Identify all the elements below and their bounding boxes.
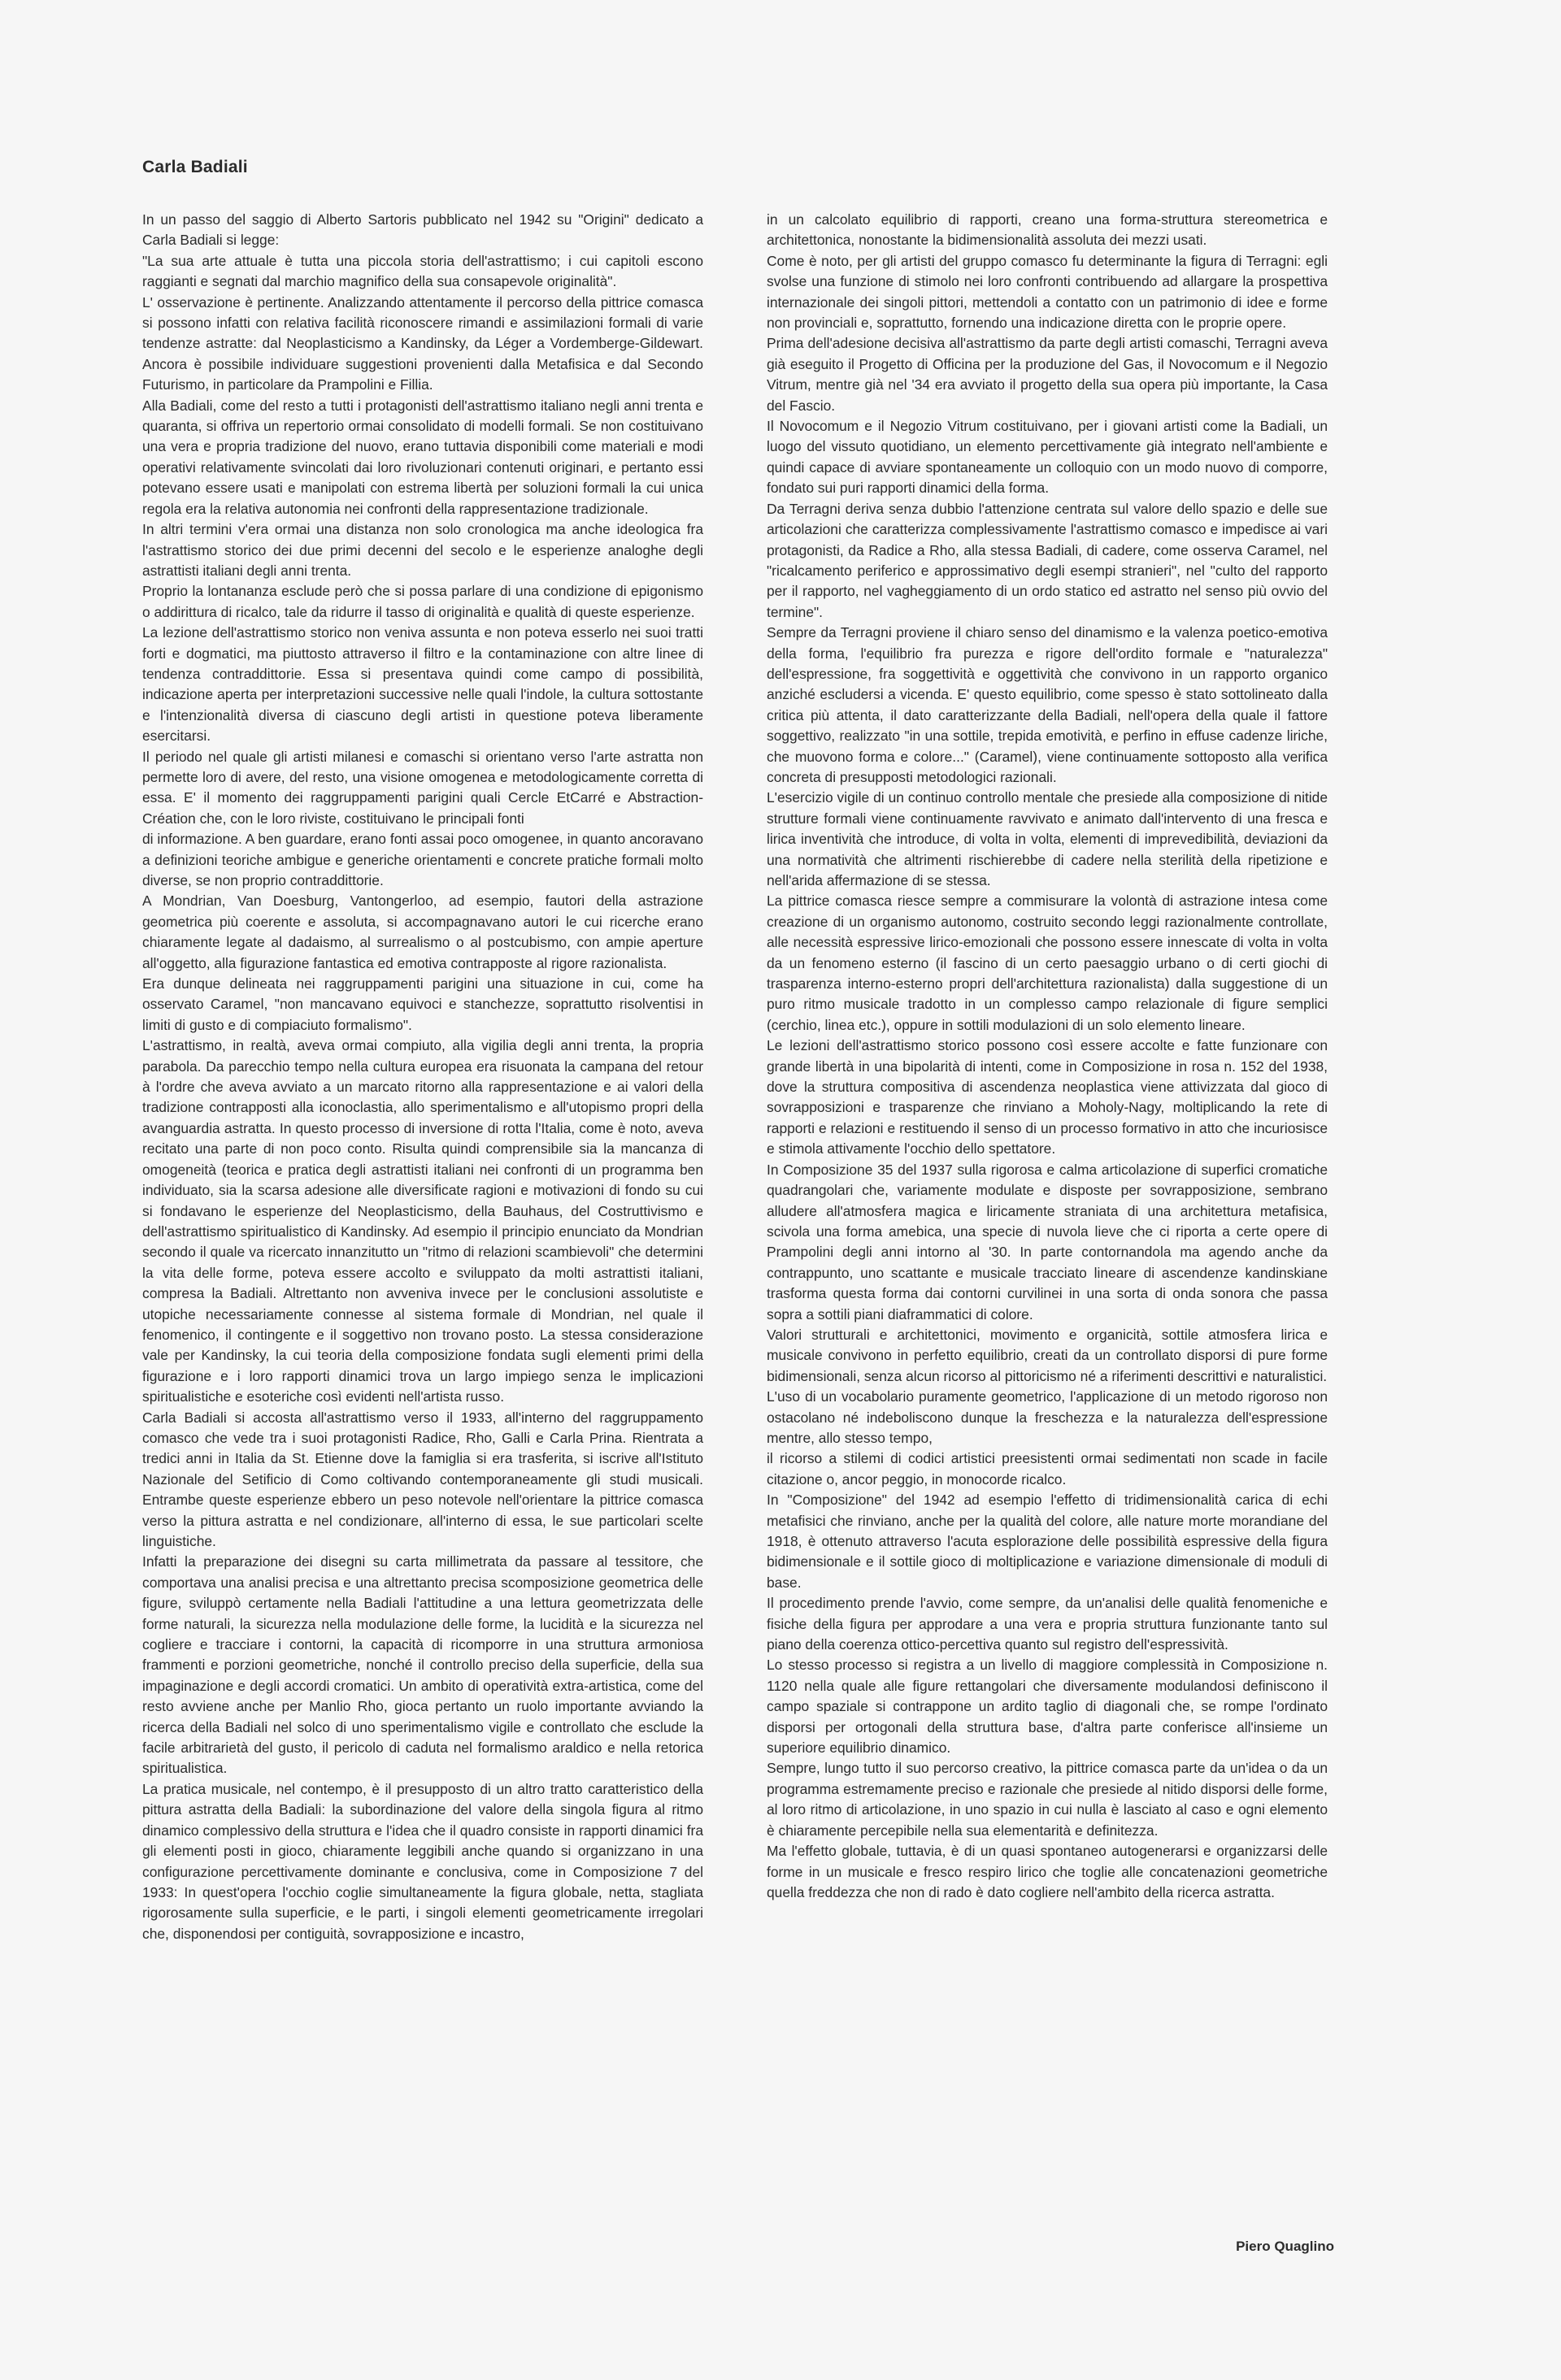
page-title: Carla Badiali (142, 158, 248, 176)
paragraph: L'astrattismo, in realtà, aveva ormai compiuto, alla vigilia degli anni trenta, la propria parabola. Da parecchio tempo nella cultura europea era risuonata la campana del retour à l'ordre che aveva avviato a un marcato ritorno alla rappresentazione e ai valori della tradizione contrapposti alla iconoclastia, allo sperimentalismo e all'utopismo propri della avanguardia astratta. In questo processo di inversione di rotta l'Italia, come è noto, aveva recitato una parte di non poco conto. Risulta quindi comprensibile sia la mancanza di omogeneità (teorica e pratica degli astrattisti italiani nei confronti di un programma ben individuato, sia la scarsa adesione alle diversificate ragioni e motivazioni di fondo su cui si fondavano le esperienze del Neoplasticismo, della Bauhaus, del Costruttivismo e dell'astrattismo spiritualistico di Kandinsky. Ad esempio il principio enunciato da Mondrian secondo il quale va ricercato innanzitutto un "ritmo di relazioni scambievoli" che determini la vita delle forme, poteva essere accolto e sviluppato da molti astrattisti italiani, compresa la Badiali. Altrettanto non avveniva invece per le conclusioni assolutiste e utopiche necessariamente connesse al sistema formale di Mondrian, nel quale il fenomenico, il contingente e il soggettivo non trovano posto. La stessa considerazione vale per Kandinsky, la cui teoria della composizione fondata sugli elementi primi della figurazione e i loro rapporti dinamici trova un largo impiego senza le implicazioni spiritualistiche e esoteriche così evidenti nell'artista russo. (142, 1037, 703, 1405)
paragraph: Da Terragni deriva senza dubbio l'attenzione centrata sul valore dello spazio e delle sue articolazioni che caratterizza complessivamente l'astrattismo comasco e impedisce ai vari protagonisti, da Radice a Rho, alla stessa Badiali, di cadere, come osserva Caramel, nel "ricalcamento periferico e approssimativo degli esempi stranieri", nel "culto del rapporto per il rapporto, nel vagheggiamento di un ordo statico ed astratto nel senso più ovvio del termine". (767, 500, 1328, 620)
text-column-right (767, 210, 1328, 1903)
text-column-left (142, 210, 703, 1944)
paragraph: La lezione dell'astrattismo storico non veniva assunta e non poteva esserlo nei suoi tratti forti e dogmatici, ma piuttosto attraverso il filtro e la contaminazione con altre linee di tendenza contraddittorie. Essa si presentava quindi come campo di possibilità, indicazione aperta per interpretazioni successive nelle quali l'indole, la cultura sottostante e l'intenzionalità diversa di ciascuno degli artisti in questione poteva liberamente esercitarsi. (142, 624, 703, 745)
paragraph: Il Novocomum e il Negozio Vitrum costituivano, per i giovani artisti come la Badiali, un luogo del vissuto quotidiano, un elemento percettivamente già integrato nell'ambiente e quindi capace di avviare spontaneamente un colloquio con un modo nuovo di comporre, fondato sui puri rapporti dinamici della forma. (767, 418, 1328, 497)
paragraph: In "Composizione" del 1942 ad esempio l'effetto di tridimensionalità carica di echi metafisici che rinviano, anche per la qualità del colore, alle nature morte morandiane del 1918, è ottenuto attraverso l'acuta esplorazione delle possibilità espressive della figura bidimensionale e il sottile gioco di moltiplicazione e variazione dimensionale di moduli di base. (767, 1492, 1328, 1591)
paragraph: Il periodo nel quale gli artisti milanesi e comaschi si orientano verso l'arte astratta non permette loro di avere, del resto, una visione omogenea e metodologicamente corretta di essa. E' il momento dei raggruppamenti parigini quali Cercle EtCarré e Abstraction-Création che, con le loro riviste, costituivano le principali fonti (142, 748, 703, 827)
paragraph: Le lezioni dell'astrattismo storico possono così essere accolte e fatte funzionare con grande libertà in una bipolarità di intenti, come in Composizione in rosa n. 152 del 1938, dove la struttura compositiva di ascendenza neoplastica viene attivizzata dal gioco di sovrapposizioni e trasparenze che rinviano a Moholy-Nagy, moltiplicando la rete di rapporti e relazioni e restituendo il senso di un processo formativo in atto che incuriosisce e stimola attivamente l'occhio dello spettatore. (767, 1037, 1328, 1157)
paragraph: Valori strutturali e architettonici, movimento e organicità, sottile atmosfera lirica e musicale convivono in perfetto equilibrio, creati da un controllato disporsi di pure forme bidimensionali, senza alcun ricorso al pittoricismo né a riferimenti descrittivi e naturalistici. (767, 1326, 1328, 1384)
paragraph: Carla Badiali si accosta all'astrattismo verso il 1933, all'interno del raggruppamento comasco che vede tra i suoi protagonisti Radice, Rho, Galli e Carla Prina. Rientrata a tredici anni in Italia da St. Etienne dove la famiglia si era trasferita, si iscrive all'Istituto Nazionale del Setificio di Como coltivando contemporaneamente gli studi musicali. Entrambe queste esperienze ebbero un peso notevole nell'orientare la pittrice comasca verso la pittura astratta e nel condizionare, all'interno di essa, le sue particolari scelte linguistiche. (142, 1409, 703, 1549)
paragraph: Sempre da Terragni proviene il chiaro senso del dinamismo e la valenza poetico-emotiva della forma, l'equilibrio fra purezza e rigore dell'ordito formale e "naturalezza" dell'espressione, fra soggettività e oggettività che convivono in un rapporto organico anziché escludersi a vicenda. E' questo equilibrio, come spesso è stato sottolineato dalla critica più attenta, il dato caratterizzante della Badiali, nell'opera della quale il fattore soggettivo, realizzato "in una sottile, trepida emotività, e perfino in effuse cadenze liriche, che muovono forma e colore..." (Caramel), viene continuamente sottoposto alla verifica concreta di presupposti metodologici razionali. (767, 624, 1328, 785)
paragraph: La pratica musicale, nel contempo, è il presupposto di un altro tratto caratteristico della pittura astratta della Badiali: la subordinazione del valore della singola figura al ritmo dinamico complessivo della struttura e l'idea che il quadro consiste in rapporti dinamici fra gli elementi posti in gioco, chiaramente leggibili anche quando si organizzano in una configurazione percettivamente dominante e conclusiva, come in Composizione 7 del 1933: In quest'opera l'occhio coglie simultaneamente la figura globale, netta, stagliata rigorosamente sulla superficie, e le parti, i singoli elementi geometricamente irregolari che, disponendosi per contiguità, sovrapposizione e incastro, (142, 1780, 703, 1942)
paragraph: Come è noto, per gli artisti del gruppo comasco fu determinante la figura di Terragni: egli svolse una funzione di stimolo nei loro confronti contribuendo ad allargare la prospettiva internazionale dei singoli pittori, mettendoli a contatto con un patrimonio di idee e forme non provinciali e, soprattutto, fornendo una indicazione diretta con le proprie opere. (767, 252, 1328, 332)
paragraph: il ricorso a stilemi di codici artistici preesistenti ormai sedimentati non scade in facile citazione o, ancor peggio, in monocorde ricalco. (767, 1450, 1328, 1488)
paragraph: La pittrice comasca riesce sempre a commisurare la volontà di astrazione intesa come creazione di un organismo autonomo, costruito secondo leggi razionalmente controllate, alle necessità espressive lirico-emozionali che possono essere innescate di volta in volta da un fenomeno esterno (il fascino di un certo paesaggio urbano o di certi giochi di trasparenza interno-esterno propri dell'architettura razionalista) dalla suggestione di un puro ritmo musicale tradotto in un complesso campo relazionale di figure semplici (cerchio, linea etc.), oppure in sottili modulazioni di un solo elemento lineare. (767, 892, 1328, 1033)
paragraph: In Composizione 35 del 1937 sulla rigorosa e calma articolazione di superfici cromatiche quadrangolari che, variamente modulate e disposte per sovrapposizione, sembrano alludere all'atmosfera magica e liricamente straniata di una architettura metafisica, scivola una forma amebica, una specie di nuvola lieve che ci riporta a certe opere di Prampolini degli anni intorno al '30. In parte contornandola ma agendo anche da contrappunto, uno scattante e musicale tracciato lineare di ascendenze kandinskiane trasforma questa forma dai contorni curvilinei in una sorta di onda sonora che passa sopra a sottili piani diaframmatici di colore. (767, 1161, 1328, 1322)
paragraph: in un calcolato equilibrio di rapporti, creano una forma-struttura stereometrica e architettonica, nonostante la bidimensionalità assoluta dei mezzi usati. (767, 211, 1328, 249)
paragraph: L'esercizio vigile di un continuo controllo mentale che presiede alla composizione di nitide strutture formali viene continuamente ravvivato e animato dall'intervento di una fresca e lirica inventività che introduce, di volta in volta, elementi di imprevedibilità, deviazioni da una normatività che altrimenti rischierebbe di cadere nella sterilità della ripetizione e nell'arida affermazione di se stessa. (767, 789, 1328, 888)
paragraph: Prima dell'adesione decisiva all'astrattismo da parte degli artisti comaschi, Terragni aveva già eseguito il Progetto di Officina per la produzione del Gas, il Novocomum e il Negozio Vitrum, mentre già nel '34 era avviato il progetto della sua opera più importante, la Casa del Fascio. (767, 335, 1328, 414)
paragraph: Lo stesso processo si registra a un livello di maggiore complessità in Composizione n. 1120 nella quale alle figure rettangolari che diversamente modulandosi definiscono il campo spaziale si contrappone un ardito taglio di diagonali che, se rompe l'ordinato disporsi per ortogonali della struttura base, d'altra parte conferisce all'insieme un superiore equilibrio dinamico. (767, 1657, 1328, 1757)
paragraph: di informazione. A ben guardare, erano fonti assai poco omogenee, in quanto ancoravano a definizioni teoriche ambigue e generiche orientamenti e concrete pratiche formali molto diverse, se non proprio contraddittorie. (142, 831, 703, 888)
paragraph: Ma l'effetto globale, tuttavia, è di un quasi spontaneo autogenerarsi e organizzarsi delle forme in un musicale e fresco respiro lirico che toglie alle concatenazioni geometriche quella freddezza che non di rado è dato cogliere nell'ambito della ricerca astratta. (767, 1843, 1328, 1900)
paragraph: In altri termini v'era ormai una distanza non solo cronologica ma anche ideologica fra l'astrattismo storico dei due primi decenni del secolo e le esperienze analoghe degli astrattisti italiani degli anni trenta. (142, 521, 703, 579)
paragraph: Infatti la preparazione dei disegni su carta millimetrata da passare al tessitore, che comportava una analisi precisa e una altrettanto precisa scomposizione geometrica delle figure, sviluppò certamente nella Badiali l'attitudine a una lettura geometrizzata delle forme naturali, la sicurezza nella modulazione delle forme, la lucidità e la sicurezza nel cogliere e tracciare i contorni, la capacità di ricomporre in una struttura armoniosa frammenti e porzioni geometriche, nonché il controllo preciso della superficie, della sua impaginazione e degli accordi cromatici. Un ambito di operatività extra-artistica, come del resto avviene anche per Manlio Rho, gioca pertanto un ruolo importante avviando la ricerca della Badiali nel solco di uno sperimentalismo vigile e controllato che esclude la facile arbitrarietà del gusto, il pericolo di caduta nel formalismo araldico e nella retorica spiritualistica. (142, 1553, 703, 1777)
paragraph: Il procedimento prende l'avvio, come sempre, da un'analisi delle qualità fenomeniche e fisiche della figura per approdare a una vera e propria struttura funzionante tanto sul piano della coerenza ottico-percettiva quanto sul registro dell'espressività. (767, 1595, 1328, 1653)
paragraph: Sempre, lungo tutto il suo percorso creativo, la pittrice comasca parte da un'idea o da un programma estremamente preciso e razionale che presiede al nitido disporsi delle forme, al loro ritmo di articolazione, in uno spazio in cui nulla è lasciato al caso e ogni elemento è chiaramente percepibile nella sua elementarità e definitezza. (767, 1760, 1328, 1839)
author-signature: Piero Quaglino (1236, 2239, 1334, 2254)
paragraph: Alla Badiali, come del resto a tutti i protagonisti dell'astrattismo italiano negli anni trenta e quaranta, si offriva un repertorio ormai consolidato di modelli formali. Se non costituivano una vera e propria tradizione del nuovo, erano tuttavia disponibili come materiali e modi operativi relativamente svincolati dai loro rivoluzionari contenuti originari, e pertanto essi potevano essere usati e manipolati con estrema libertà per soluzioni formali la cui unica regola era la relativa autonomia nei confronti della rappresentazione tradizionale. (142, 397, 703, 517)
paragraph: Era dunque delineata nei raggruppamenti parigini una situazione in cui, come ha osservato Caramel, "non mancavano equivoci e stanchezze, soprattutto risolventisi in limiti di gusto e di compiaciuto formalismo". (142, 975, 703, 1033)
paragraph: "La sua arte attuale è tutta una piccola storia dell'astrattismo; i cui capitoli escono raggianti e segnati dal marchio magnifico della sua consapevole originalità". (142, 252, 703, 290)
paragraph: L'uso di un vocabolario puramente geometrico, l'applicazione di un metodo rigoroso non ostacolano né indeboliscono dunque la freschezza e la naturalezza dell'espressione mentre, allo stesso tempo, (767, 1388, 1328, 1446)
paragraph: A Mondrian, Van Doesburg, Vantongerloo, ad esempio, fautori della astrazione geometrica più coerente e assoluta, si accompagnavano autori le cui ricerche erano chiaramente legate al dadaismo, al surrealismo o al postcubismo, con ampie aperture all'oggetto, alla figurazione fantastica ed emotiva contrapposte al rigore razionalista. (142, 892, 703, 971)
paragraph: L' osservazione è pertinente. Analizzando attentamente il percorso della pittrice comasca si possono infatti con relativa facilità riconoscere rimandi e assimilazioni formali di varie tendenze astratte: dal Neoplasticismo a Kandinsky, da Léger a Vordemberge-Gildewart. Ancora è possibile individuare suggestioni provenienti dalla Metafisica e dal Secondo Futurismo, in particolare da Prampolini e Fillia. (142, 293, 703, 393)
paragraph: Proprio la lontananza esclude però che si possa parlare di una condizione di epigonismo o addirittura di ricalco, tale da ridurre il tasso di originalità e qualità di queste esperienze. (142, 583, 703, 620)
paragraph: In un passo del saggio di Alberto Sartoris pubblicato nel 1942 su "Origini" dedicato a Carla Badiali si legge: (142, 211, 703, 249)
